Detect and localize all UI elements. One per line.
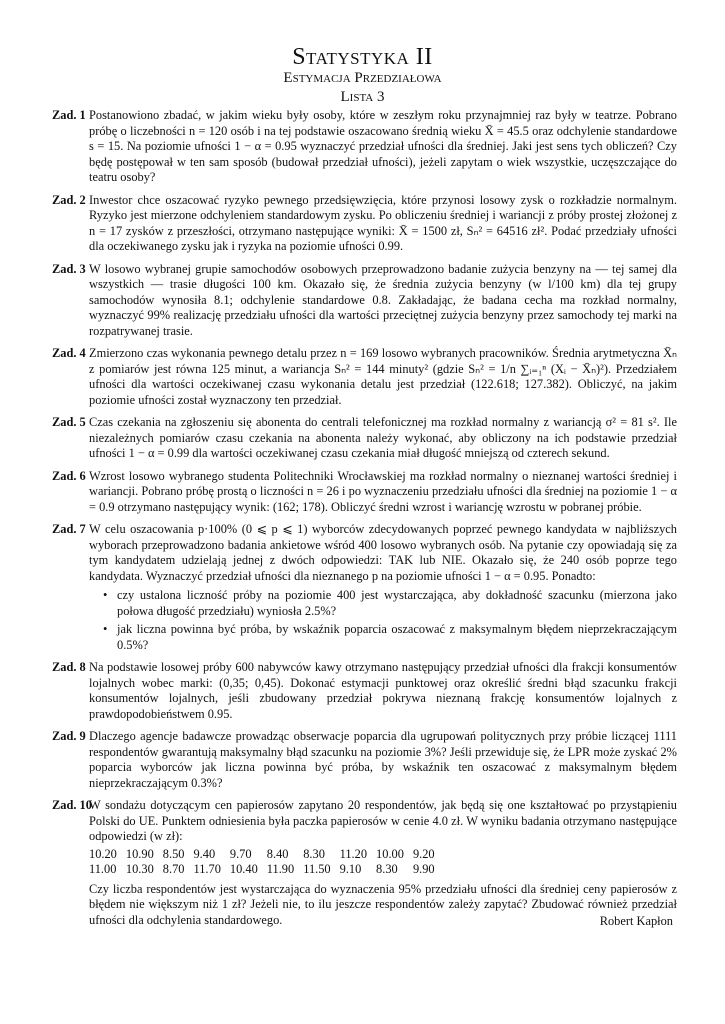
table-cell: 8.40	[266, 846, 289, 861]
problem-text: W sondażu dotyczącym cen papierosów zapytano 20 respondentów, jak będą się one kształtować po przystąpieniu Polski do UE. Punktem odniesienia była paczka papierosów w cenie 4.0 zł. W wyniku badania otrzymano następujące odpowiedzi (w zł):	[89, 798, 677, 843]
bullet-list	[89, 588, 677, 653]
author-signature: Robert Kapłon	[599, 914, 673, 928]
price-table	[89, 847, 444, 878]
problem-3	[52, 262, 677, 340]
problem-label: Zad. 10	[52, 798, 92, 812]
table-row	[89, 847, 444, 863]
problem-label: Zad. 1	[52, 108, 86, 122]
problem-text: Wzrost losowo wybranego studenta Politechniki Wrocławskiej ma rozkład normalny o nieznanej wartości średniej i wariancji. Pobrano próbę prostą o liczności n = 26 i po wyznaczeniu przedziału ufności dla średniej na poziomie 1 − α = 0.9 otrzymano następujący wynik: (162; 178). Obliczyć średni wzrost i wariancję wzrostu w pobranej próbie.	[89, 468, 677, 514]
problem-text: Dlaczego agencje badawcze prowadząc obserwacje poparcia dla ugrupowań politycznych przy próbie liczącej 1111 respondentów gwarantują maksymalny błąd szacunku na poziomie 3%? Jeśli przewiduje się, że LPR może zyskać 2% poparcia wyborców jak liczna powinna być próba, by wskaźnik ten oszacować z maksymalnym błędem nieprzekraczającym 0.3%?	[89, 729, 677, 790]
document-title: Statystyka II	[292, 44, 433, 70]
bullet-item: • jak liczna powinna być próba, by wskaźnik poparcia oszacować z maksymalnym błędem nieprzekraczającym 0.5%?	[117, 622, 677, 653]
table-cell: 10.90	[125, 846, 154, 861]
table-cell: 10.40	[229, 862, 258, 876]
problem-label: Zad. 9	[52, 729, 86, 743]
problem-7	[52, 522, 677, 653]
table-cell: 8.70	[162, 862, 185, 876]
table-cell: 8.30	[303, 846, 325, 861]
problem-label: Zad. 5	[52, 415, 86, 429]
problem-text: Postanowiono zbadać, w jakim wieku były osoby, które w zeszłym roku przynajmniej raz były w teatrze. Pobrano próbę o liczebności n = 120 osób i na tej podstawie oszacowano średnią wieku X̄ = 45.5 oraz odchylenie standardowe s = 15. Na poziomie ufności 1 − α = 0.95 wyznaczyć przedział ufności dla średniej. Jaki jest sens tych obliczeń? Czy będę postępował w ten sam sposób (budował przedział ufności), jeżeli zapytam o wiek wszystkie, uczęszczające do teatru osoby?	[89, 108, 677, 184]
table-cell: 8.50	[162, 846, 185, 861]
table-cell: 11.20	[339, 846, 368, 861]
problem-text-after: Czy liczba respondentów jest wystarczająca do wyznaczenia 95% przedziału ufności dla średniej ceny papierosów z błędem nie większym niż 1 zł? Jeżeli nie, to ilu jeszcze respondentów zależy zapytać? Zbudować również przedział ufności dla odchylenia standardowego.	[89, 881, 677, 927]
problem-label: Zad. 3	[52, 261, 86, 276]
table-cell: 9.90	[412, 862, 435, 876]
problem-label: Zad. 8	[52, 660, 86, 674]
table-cell: 10.20	[89, 846, 117, 861]
problem-text: Zmierzono czas wykonania pewnego detalu przez n = 169 losowo wybranych pracowników. Średnia arytmetyczna X̄ₙ z pomiarów jest równa 125 minut, a wariancja Sₙ² = 144 minuty² (gdzie Sₙ² = 1/n ∑ᵢ₌₁ⁿ (Xᵢ − X̄ₙ)²). Przedziałem ufności dla wartości oczekiwanej czasu wykonania detalu jest przedział (122.618; 127.382). Obliczyć, na jakim poziomie ufności został wyznaczony ten przedział.	[89, 346, 677, 407]
problem-label: Zad. 4	[52, 346, 86, 360]
problem-text: W losowo wybranej grupie samochodów osobowych przeprowadzono badanie zużycia benzyny na — tej samej dla wszystkich — trasie długości 100 km. Okazało się, że średnia zużycia benzyny (w l/100 km) dla tej grupy samochodów wynosiła 8.1; odchylenie standardowe 0.8. Zakładając, że badana cecha ma rozkład normalny, wyznaczyć 99% realizację przedziału ufności dla wartości przeciętnej zużycia benzyny przez samochody tej marki na rozpatrywanej trasie.	[89, 261, 677, 338]
problem-label: Zad. 7	[52, 522, 86, 536]
problem-1	[52, 108, 677, 186]
document-subtitle: Estymacja Przedziałowa	[283, 70, 442, 86]
bullet-item: • czy ustalona liczność próby na poziomie 400 jest wystarczająca, aby dokładność szacunku (mierzona jako połowa długość przedziału) wyniosła 2.5%?	[117, 588, 677, 619]
problem-6	[52, 469, 677, 516]
problem-10	[52, 798, 677, 928]
problem-list	[52, 108, 677, 935]
table-cell: 9.10	[339, 862, 362, 876]
problem-text: Czas czekania na zgłoszeniu się abonenta do centrali telefonicznej ma rozkład normalny z wariancją σ² = 81 s². Ile niezależnych pomiarów czasu czekania na abonenta należy wykonać, aby obliczony na ich podstawie przedział ufności 1 − α = 0.99 dla wartości oczekiwanej czasu czekania miał długość mniejszą od czterech sekund.	[89, 415, 677, 460]
problem-text: Inwestor chce oszacować ryzyko pewnego przedsięwzięcia, które przynosi losowy zysk o rozkładzie normalnym. Ryzyko jest mierzone odchyleniem standardowym zysku. Po obliczeniu średniej i wariancji z próby prostej złożonej z n = 17 zysków z przeszłości, otrzymano następujące wyniki: X̄ = 1500 zł, Sₙ² = 64516 zł². Podać przedziały ufności dla oczekiwanego zysku jak i ryzyka na poziomie ufności 0.99.	[89, 192, 677, 253]
problem-text: W celu oszacowania p·100% (0 ⩽ p ⩽ 1) wyborców zdecydowanych poprzeć pewnego kandydata w najbliższych wyborach przeprowadzono badania ankietowe wśród 400 losowo wybranych osób. Na pytanie czy opowiadają się za tym kandydatem udzielają jednej z dwóch odpowiedzi: TAK lub NIE. Okazało się, że 240 osób poprze tego kandydata. Wyznaczyć przedział ufności dla nieznanego p na poziomie ufności 1 − α = 0.95. Ponadto:	[89, 522, 677, 583]
price-table-body	[89, 847, 444, 878]
problem-5	[52, 415, 677, 462]
table-cell: 9.20	[412, 846, 435, 861]
table-cell: 11.50	[303, 862, 331, 876]
table-cell: 11.70	[193, 862, 221, 876]
table-cell: 8.30	[376, 862, 398, 876]
table-cell: 9.70	[229, 846, 252, 861]
list-number: Lista 3	[340, 89, 385, 105]
problem-2	[52, 193, 677, 255]
table-cell: 11.90	[266, 862, 295, 876]
problem-9	[52, 729, 677, 791]
problem-4	[52, 346, 677, 408]
problem-8	[52, 660, 677, 722]
table-cell: 9.40	[193, 846, 216, 861]
table-row	[89, 862, 444, 878]
problem-label: Zad. 6	[52, 468, 86, 483]
table-cell: 10.30	[125, 862, 154, 876]
table-cell: 10.00	[376, 846, 404, 861]
problem-text: Na podstawie losowej próby 600 nabywców kawy otrzymano następujący przedział ufności dla frakcji konsumentów lojalnych wobec marki: (0,35; 0,45). Dokonać estymacji punktowej oraz określić średni błąd szacunku frakcji konsumentów lojalnych, jeśli zbudowany przedział pokrywa nieznaną frakcję konsumentów lojalnych z prawdopodobieństwem 0.95.	[89, 660, 677, 721]
problem-label: Zad. 2	[52, 192, 86, 207]
table-cell: 11.00	[89, 862, 117, 876]
